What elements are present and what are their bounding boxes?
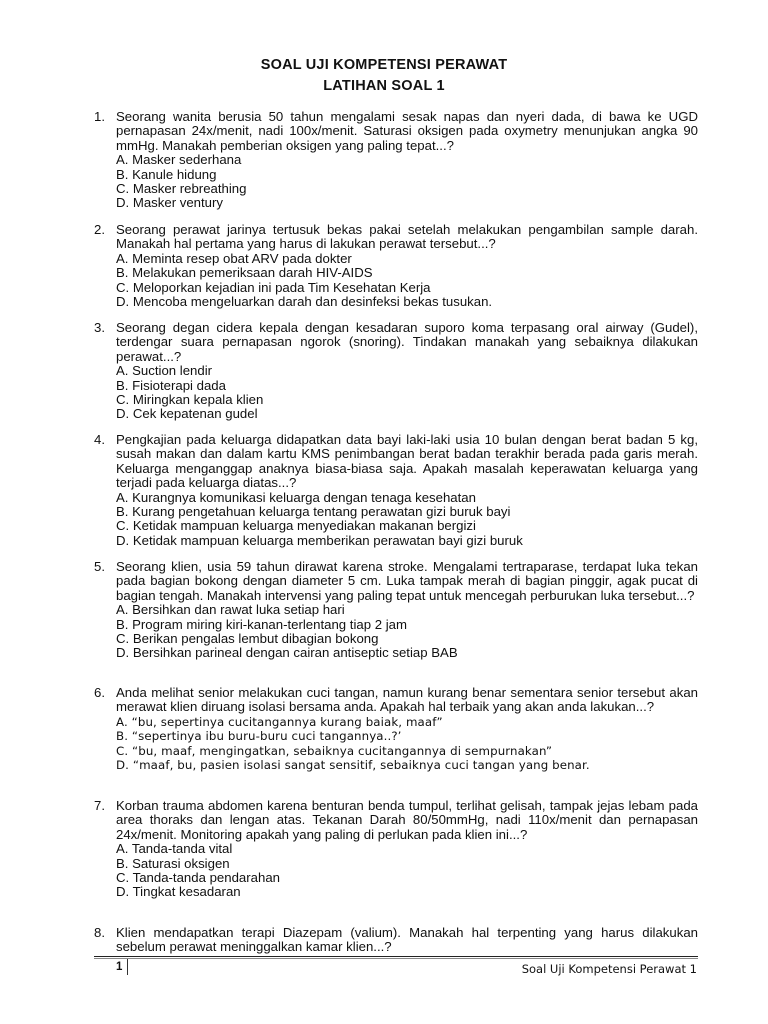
option-c: C. Masker rebreathing [116, 181, 247, 197]
question-text: Klien mendapatkan terapi Diazepam (valium). Manakah hal terpenting yang harus dilakukan sebelum perawat meninggalkan kamar klien...? [116, 925, 698, 955]
option-d: D. Mencoba mengeluarkan darah dan desinfeksi bekas tusukan. [116, 294, 493, 310]
option-b: B. Kanule hidung [116, 166, 217, 182]
option-a: A. Bersihkan dan rawat luka setiap hari [116, 602, 345, 618]
option-a: A. Masker sederhana [116, 152, 242, 168]
option-b: B. Fisioterapi dada [116, 377, 226, 393]
option-d: D. Bersihkan parineal dengan cairan antiseptic setiap BAB [116, 645, 458, 661]
option-c: C. Ketidak mampuan keluarga menyediakan makanan bergizi [116, 518, 476, 534]
document-subtitle: LATIHAN SOAL 1 [323, 78, 445, 94]
question-7 [94, 799, 698, 900]
question-text: Anda melihat senior melakukan cuci tangan, namun kurang benar sementara senior tersebut akan merawat klien diruang isolasi bersama anda. Apakah hal terbaik yang akan anda lakukan...? [116, 685, 698, 715]
footer-separator [127, 959, 128, 975]
question-4 [94, 433, 698, 548]
question-text: Seorang perawat jarinya tertusuk bekas pakai setelah melakukan pengambilan sample darah. Manakah hal pertama yang harus di lakukan perawat tersebut...? [116, 222, 698, 252]
option-b: B. “sepertinya ibu buru-buru cuci tangannya..?’ [116, 729, 402, 744]
option-c: C. Miringkan kepala klien [116, 392, 264, 408]
question-text: Korban trauma abdomen karena benturan benda tumpul, terlihat gelisah, tampak jejas lebam pada area thoraks dan lengan atas. Tekanan Darah 80/50mmHg, nadi 110x/menit dan pernapasan 24x/menit. Monitoring apakah yang paling di perlukan pada klien ini...? [116, 798, 698, 842]
option-d: D. Masker ventury [116, 195, 223, 211]
option-b: B. Program miring kiri-kanan-terlentang tiap 2 jam [116, 616, 407, 632]
option-a: A. Tanda-tanda vital [116, 841, 233, 857]
question-number: 7. [94, 798, 105, 813]
question-1 [94, 110, 698, 211]
answer-options [116, 842, 698, 900]
option-c: C. Tanda-tanda pendarahan [116, 870, 280, 886]
footer-divider [94, 956, 698, 957]
option-a: A. Suction lendir [116, 363, 213, 379]
answer-options [116, 153, 698, 211]
option-c: C. Meloporkan kejadian ini pada Tim Kesehatan Kerja [116, 279, 431, 295]
option-b: B. Kurang pengetahuan keluarga tentang perawatan gizi buruk bayi [116, 504, 511, 520]
option-c: C. Berikan pengalas lembut dibagian bokong [116, 631, 379, 647]
option-a: A. Kurangnya komunikasi keluarga dengan tenaga kesehatan [116, 489, 476, 505]
option-d: D. Ketidak mampuan keluarga memberikan perawatan bayi gizi buruk [116, 532, 523, 548]
option-d: D. Tingkat kesadaran [116, 884, 241, 900]
answer-options [116, 364, 698, 422]
option-d: D. Cek kepatenan gudel [116, 406, 258, 422]
answer-options [116, 491, 698, 549]
option-b: B. Melakukan pemeriksaan darah HIV-AIDS [116, 265, 373, 281]
question-text: Seorang degan cidera kepala dengan kesadaran suporo koma terpasang oral airway (Gudel), terdengar suara pernapasan ngorok (snoring). Tindakan manakah yang sebaiknya dilakukan perawat...? [116, 320, 698, 364]
footer-page-number: 1 [116, 961, 123, 973]
answer-options [116, 715, 698, 773]
question-number: 1. [94, 109, 105, 124]
question-8 [94, 926, 698, 955]
question-text: Pengkajian pada keluarga didapatkan data bayi laki-laki usia 10 bulan dengan berat badan 5 kg, susah makan dan dalam kartu KMS penimbangan berat badan terakhir berada pada garis merah. Keluarga menganggap anaknya biasa-biasa saja. Apakah masalah keperawatan keluarga yang terjadi pada keluarga diatas...? [116, 432, 698, 491]
question-text: Seorang klien, usia 59 tahun dirawat karena stroke. Mengalami tertraparase, terdapat luka tekan pada bagian bokong dengan diameter 5 cm. Luka tampak merah di bagian pinggir, agak pucat di bagian tengah. Manakah intervensi yang paling tepat untuk mencegah perburukan luka tersebut...? [116, 559, 698, 603]
question-number: 8. [94, 925, 105, 940]
question-5 [94, 560, 698, 661]
question-number: 5. [94, 559, 105, 574]
question-3 [94, 321, 698, 422]
question-number: 6. [94, 685, 105, 700]
question-2 [94, 223, 698, 309]
question-number: 4. [94, 432, 105, 447]
option-a: A. “bu, sepertinya cucitangannya kurang baiak, maaf” [116, 714, 443, 729]
option-c: C. “bu, maaf, mengingatkan, sebaiknya cucitangannya di sempurnakan” [116, 743, 553, 758]
answer-options [116, 252, 698, 310]
footer-document-title: Soal Uji Kompetensi Perawat 1 [521, 962, 697, 976]
answer-options [116, 603, 698, 661]
document-title: SOAL UJI KOMPETENSI PERAWAT [260, 57, 508, 73]
question-number: 3. [94, 320, 105, 335]
option-b: B. Saturasi oksigen [116, 855, 230, 871]
question-number: 2. [94, 222, 105, 237]
option-d: D. “maaf, bu, pasien isolasi sangat sensitif, sebaiknya cuci tangan yang benar. [116, 758, 590, 773]
footer-divider-secondary [94, 958, 698, 959]
question-text: Seorang wanita berusia 50 tahun mengalami sesak napas dan nyeri dada, di bawa ke UGD pernapasan 24x/menit, nadi 100x/menit. Saturasi oksigen pada oxymetry menunjukan angka 90 mmHg. Manakah pemberian oksigen yang paling tepat...? [116, 109, 698, 153]
question-6 [94, 686, 698, 772]
option-a: A. Meminta resep obat ARV pada dokter [116, 250, 352, 266]
